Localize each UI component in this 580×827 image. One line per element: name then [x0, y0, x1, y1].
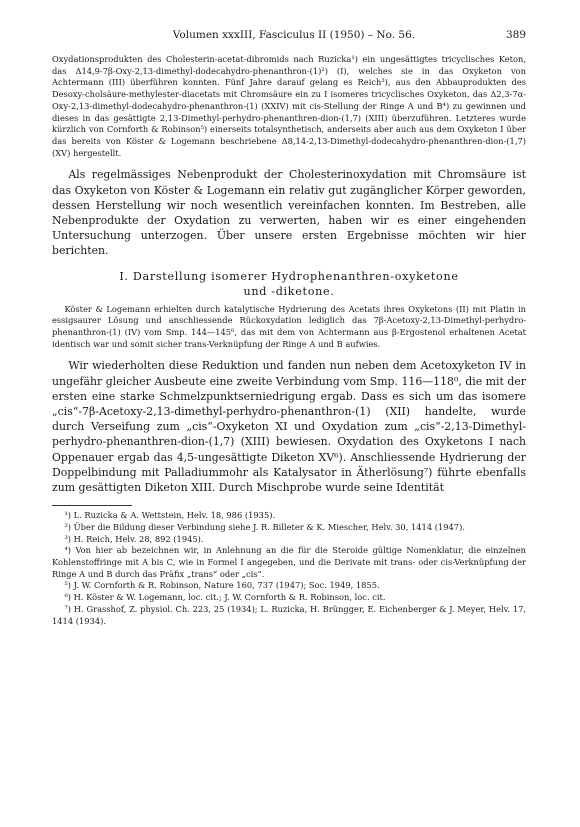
- intro-paragraph: Oxydationsprodukten des Cholesterin-acetat-dibromids nach Ruzicka¹) ein ungesättigtes tricyclisches Keton, das Δ14,9-7β-Oxy-2,13-dimethyl-dodecahydro-phenanthron-(1)²) (I), welches sie in das Oxyketon von Achtermann (III) überführen konnten. Fünf Jahre darauf gelang es Reich³), aus den Abbauprodukten des Desoxy-cholsäure-methylester-diacetats mit Chromsäure ein zu I isomeres tricyclisches Oxyketon, das Δ2,3-7α-Oxy-2,13-dimethyl-dodecahydro-phenanthron-(1) (XXIV) mit cis-Stellung der Ringe A und B⁴) zu gewinnen und dieses in das gesättigte 2,13-Dimethyl-perhydro-phenanthren-dion-(1,7) (XIII) überzuführen. Letzteres wurde kürzlich von Cornforth & Robinson⁵) einerseits totalsynthetisch, anderseits aber auch aus dem Oxyketon I über das bereits von Köster & Logemann beschriebene Δ8,14-2,13-Dimethyl-dodecahydro-phenanthren-dion-(1,7) (XV) hergestellt.: [52, 54, 526, 158]
- main-paragraph-1: Als regelmässiges Nebenprodukt der Cholesterinoxydation mit Chromsäure ist das Oxyketon von Köster & Logemann ein relativ gut zugänglicher Körper geworden, dessen Herstellung wir noch wesentlich vereinfachen konnten. Im Bestreben, alle Nebenprodukte der Oxydation zu verwerten, haben wir es einer eingehenden Untersuchung unterzogen. Über unsere ersten Ergebnisse möchten wir hier berichten.: [52, 168, 526, 258]
- footnote-7: ⁷) H. Grasshof, Z. physiol. Ch. 223, 25 (1934); L. Ruzicka, H. Brüngger, E. Eichenberger & J. Meyer, Helv. 17, 1414 (1934).: [52, 603, 526, 626]
- footnote-1: ¹) L. Ruzicka & A. Wettstein, Helv. 18, 986 (1935).: [64, 510, 276, 521]
- footnote-divider: [52, 505, 132, 506]
- section-title-line-1: I. Darstellung isomerer Hydrophenanthren-oxyketone: [119, 269, 459, 283]
- section-title-line-2: und -diketone.: [243, 284, 335, 298]
- page-number: 389: [505, 29, 526, 41]
- journal-page: [52, 28, 526, 627]
- footnote-6: ⁶) H. Köster & W. Logemann, loc. cit.; J. W. Cornforth & R. Robinson, loc. cit.: [64, 592, 386, 603]
- running-header: [52, 28, 526, 42]
- footnote-4: ⁴) Von hier ab bezeichnen wir, in Anlehnung an die für die Steroide gültige Nomenklatur, die einzelnen Kohlenstoffringe mit A bis C, wie in Formel I angegeben, und die Derivate mit trans- oder cis-Verknüpfung der Ringe A und B durch das Präfix „trans“ oder „cis“.: [52, 545, 526, 579]
- small-paragraph: Köster & Logemann erhielten durch katalytische Hydrierung des Acetats ihres Oxyketons (II) mit Platin in essigsaurer Lösung und anschliessende Rückoxydation lediglich das 7β-Acetoxy-2,13-Dimethyl-perhydro-phenanthron-(1) (IV) vom Smp. 144—145⁰, das mit dem von Achtermann aus β-Ergostenol erhaltenen Acetat identisch war und somit sicher trans-Verknüpfung der Ringe A und B aufwies.: [52, 303, 526, 349]
- footnotes: [52, 510, 526, 627]
- footnote-2: ²) Über die Bildung dieser Verbindung siehe J. R. Billeter & K. Miescher, Helv. 30, 1414 (1947).: [64, 521, 465, 532]
- footnote-5: ⁵) J. W. Cornforth & R. Robinson, Nature 160, 737 (1947); Soc. 1949, 1855.: [64, 580, 380, 591]
- section-heading: [52, 269, 526, 299]
- journal-volume-header: Volumen xxxIII, Fasciculus II (1950) – No. 56.: [172, 29, 416, 41]
- main-paragraph-2: Wir wiederholten diese Reduktion und fanden nun neben dem Acetoxyketon IV in ungefähr gleicher Ausbeute eine zweite Verbindung vom Smp. 116—118⁰, die mit der ersten eine starke Schmelzpunktserniedrigung ergab. Dass es sich um das isomere „cis“-7β-Acetoxy-2,13-dimethyl-perhydro-phenanthron-(1) (XII) handelte, wurde durch Verseifung zum „cis“-Oxyketon XI und Oxydation zum „cis“-2,13-Dimethyl-perhydro-phenanthren-dion-(1,7) (XIII) bewiesen. Oxydation des Oxyketons I nach Oppenauer ergab das 4,5-ungesättigte Diketon XV⁶). Anschliessende Hydrierung der Doppelbindung mit Palladiummohr als Katalysator in Ätherlösung⁷) führte ebenfalls zum gesättigten Diketon XIII. Durch Mischprobe wurde seine Identität: [52, 359, 526, 494]
- footnote-3: ³) H. Reich, Helv. 28, 892 (1945).: [64, 533, 204, 544]
